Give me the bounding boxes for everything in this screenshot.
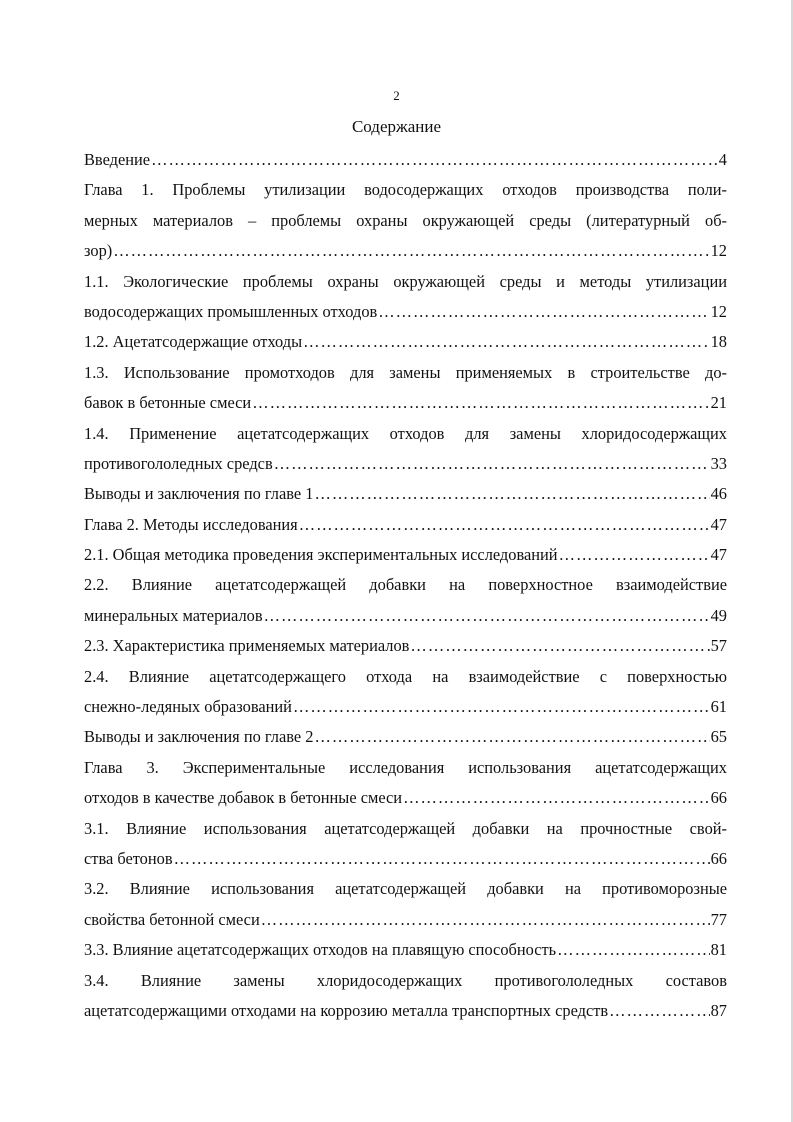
toc-entry <box>84 540 727 570</box>
toc-entry-text: Глава 2. Методы исследования <box>84 514 298 534</box>
toc-entry <box>84 479 727 509</box>
toc-page-number: 47 <box>710 545 727 565</box>
toc-entry-line: Глава 1. Проблемы утилизации водосодержащих отходов производства поли- <box>84 180 727 200</box>
dot-leader <box>314 479 709 509</box>
toc-entry-text: 2.1. Общая методика проведения экспериментальных исследований <box>84 545 558 565</box>
toc-page-number: 81 <box>710 940 727 960</box>
toc-entry <box>84 358 727 419</box>
toc-entry-text: Выводы и заключения по главе 1 <box>84 484 314 504</box>
toc-entry <box>84 570 727 631</box>
toc-entry-text: 2.3. Характеристика применяемых материалов <box>84 636 410 656</box>
toc-entry-text: ацетатсодержащими отходами на коррозию металла транспортных средств <box>84 1000 609 1020</box>
toc-entry-line: 3.2. Влияние использования ацетатсодержащей добавки на противоморозные <box>84 879 727 899</box>
dot-leader <box>151 145 718 175</box>
toc-entry-last-line <box>84 631 727 661</box>
toc-entry-text: отходов в качестве добавок в бетонные смеси <box>84 788 403 808</box>
toc-page-number: 12 <box>710 301 727 321</box>
toc-entry-last-line <box>84 935 727 965</box>
toc-entry-line: мерных материалов – проблемы охраны окружающей среды (литературный об- <box>84 210 727 230</box>
page-number: 2 <box>393 88 400 103</box>
toc-page-number: 65 <box>710 727 727 747</box>
toc-page-number: 77 <box>710 909 727 929</box>
toc-entry <box>84 874 727 935</box>
dot-leader <box>609 996 709 1026</box>
toc-page-number: 46 <box>710 484 727 504</box>
toc-page-number: 49 <box>710 605 727 625</box>
toc-page-number: 4 <box>718 150 727 169</box>
toc-entry-last-line <box>84 236 727 266</box>
toc-entry-text: Введение <box>84 150 151 169</box>
toc-entry <box>84 814 727 875</box>
toc-page-number: 57 <box>710 636 727 656</box>
toc-entry-text: 1.2. Ацетатсодержащие отходы <box>84 332 303 352</box>
toc-entry <box>84 145 727 175</box>
toc-entry-last-line <box>84 388 727 418</box>
toc-entry <box>84 662 727 723</box>
toc-entry-text: минеральных материалов <box>84 605 263 625</box>
toc-entry-text: противогололедных средсв <box>84 453 273 473</box>
dot-leader <box>264 601 710 631</box>
toc-entry-last-line <box>84 783 727 813</box>
toc-entry-last-line <box>84 692 727 722</box>
dot-leader <box>303 327 710 357</box>
toc-entry <box>84 510 727 540</box>
toc-entry-text: зор) <box>84 241 113 261</box>
toc-entry-last-line <box>84 510 727 540</box>
toc-entry <box>84 327 727 357</box>
toc-page-number: 66 <box>710 848 727 868</box>
toc-page-number: 21 <box>710 393 727 413</box>
toc-page-number: 66 <box>710 788 727 808</box>
dot-leader <box>378 297 709 327</box>
toc-entry-line: 2.4. Влияние ацетатсодержащего отхода на взаимодействие с поверхностью <box>84 666 727 686</box>
toc-entry-line: 3.1. Влияние использования ацетатсодержащей добавки на прочностные свой- <box>84 818 727 838</box>
table-of-contents <box>84 145 727 1026</box>
dot-leader <box>410 631 709 661</box>
dot-leader <box>557 935 709 965</box>
toc-entry <box>84 631 727 661</box>
toc-page-number: 12 <box>710 241 727 261</box>
toc-entry-text: снежно-ледяных образований <box>84 697 292 717</box>
dot-leader <box>274 449 710 479</box>
toc-entry-text: 3.3. Влияние ацетатсодержащих отходов на плавящую способность <box>84 940 557 960</box>
toc-entry-text: свойства бетонной смеси <box>84 909 260 929</box>
toc-entry <box>84 267 727 328</box>
toc-entry-line: 1.3. Использование промотходов для замены применяемых в строительстве до- <box>84 362 727 382</box>
dot-leader <box>559 540 710 570</box>
toc-entry-line: 1.4. Применение ацетатсодержащих отходов для замены хлоридосодержащих <box>84 423 727 443</box>
toc-entry <box>84 175 727 266</box>
toc-entry-text: Выводы и заключения по главе 2 <box>84 727 314 747</box>
page-title: Содержание <box>351 117 442 136</box>
toc-entry <box>84 419 727 480</box>
dot-leader <box>299 510 710 540</box>
toc-page-number: 61 <box>710 697 727 717</box>
toc-entry <box>84 753 727 814</box>
toc-entry-last-line <box>84 479 727 509</box>
dot-leader <box>174 844 710 874</box>
toc-entry-last-line <box>84 722 727 752</box>
toc-entry-last-line <box>84 905 727 935</box>
toc-entry-last-line <box>84 540 727 570</box>
toc-entry-text: бавок в бетонные смеси <box>84 393 252 413</box>
dot-leader <box>113 236 709 266</box>
toc-page-number: 47 <box>710 514 727 534</box>
toc-entry-line: 1.1. Экологические проблемы охраны окружающей среды и методы утилизации <box>84 271 727 291</box>
toc-entry-last-line <box>84 145 727 175</box>
dot-leader <box>261 905 710 935</box>
toc-entry-last-line <box>84 601 727 631</box>
toc-entry <box>84 935 727 965</box>
toc-entry-last-line <box>84 297 727 327</box>
toc-entry-text: водосодержащих промышленных отходов <box>84 301 378 321</box>
toc-entry <box>84 722 727 752</box>
toc-page-number: 18 <box>710 332 727 352</box>
toc-entry-last-line <box>84 449 727 479</box>
toc-entry-line: 3.4. Влияние замены хлоридосодержащих противогололедных составов <box>84 970 727 990</box>
toc-page-number: 33 <box>710 453 727 473</box>
dot-leader <box>314 722 709 752</box>
toc-entry-line: Глава 3. Экспериментальные исследования использования ацетатсодержащих <box>84 757 727 777</box>
dot-leader <box>403 783 710 813</box>
toc-entry-text: ства бетонов <box>84 848 173 868</box>
dot-leader <box>252 388 709 418</box>
toc-entry-line: 2.2. Влияние ацетатсодержащей добавки на поверхностное взаимодействие <box>84 575 727 595</box>
toc-entry <box>84 966 727 1027</box>
toc-entry-last-line <box>84 996 727 1026</box>
toc-page-number: 87 <box>710 1000 727 1020</box>
toc-entry-last-line <box>84 327 727 357</box>
dot-leader <box>293 692 710 722</box>
toc-entry-last-line <box>84 844 727 874</box>
